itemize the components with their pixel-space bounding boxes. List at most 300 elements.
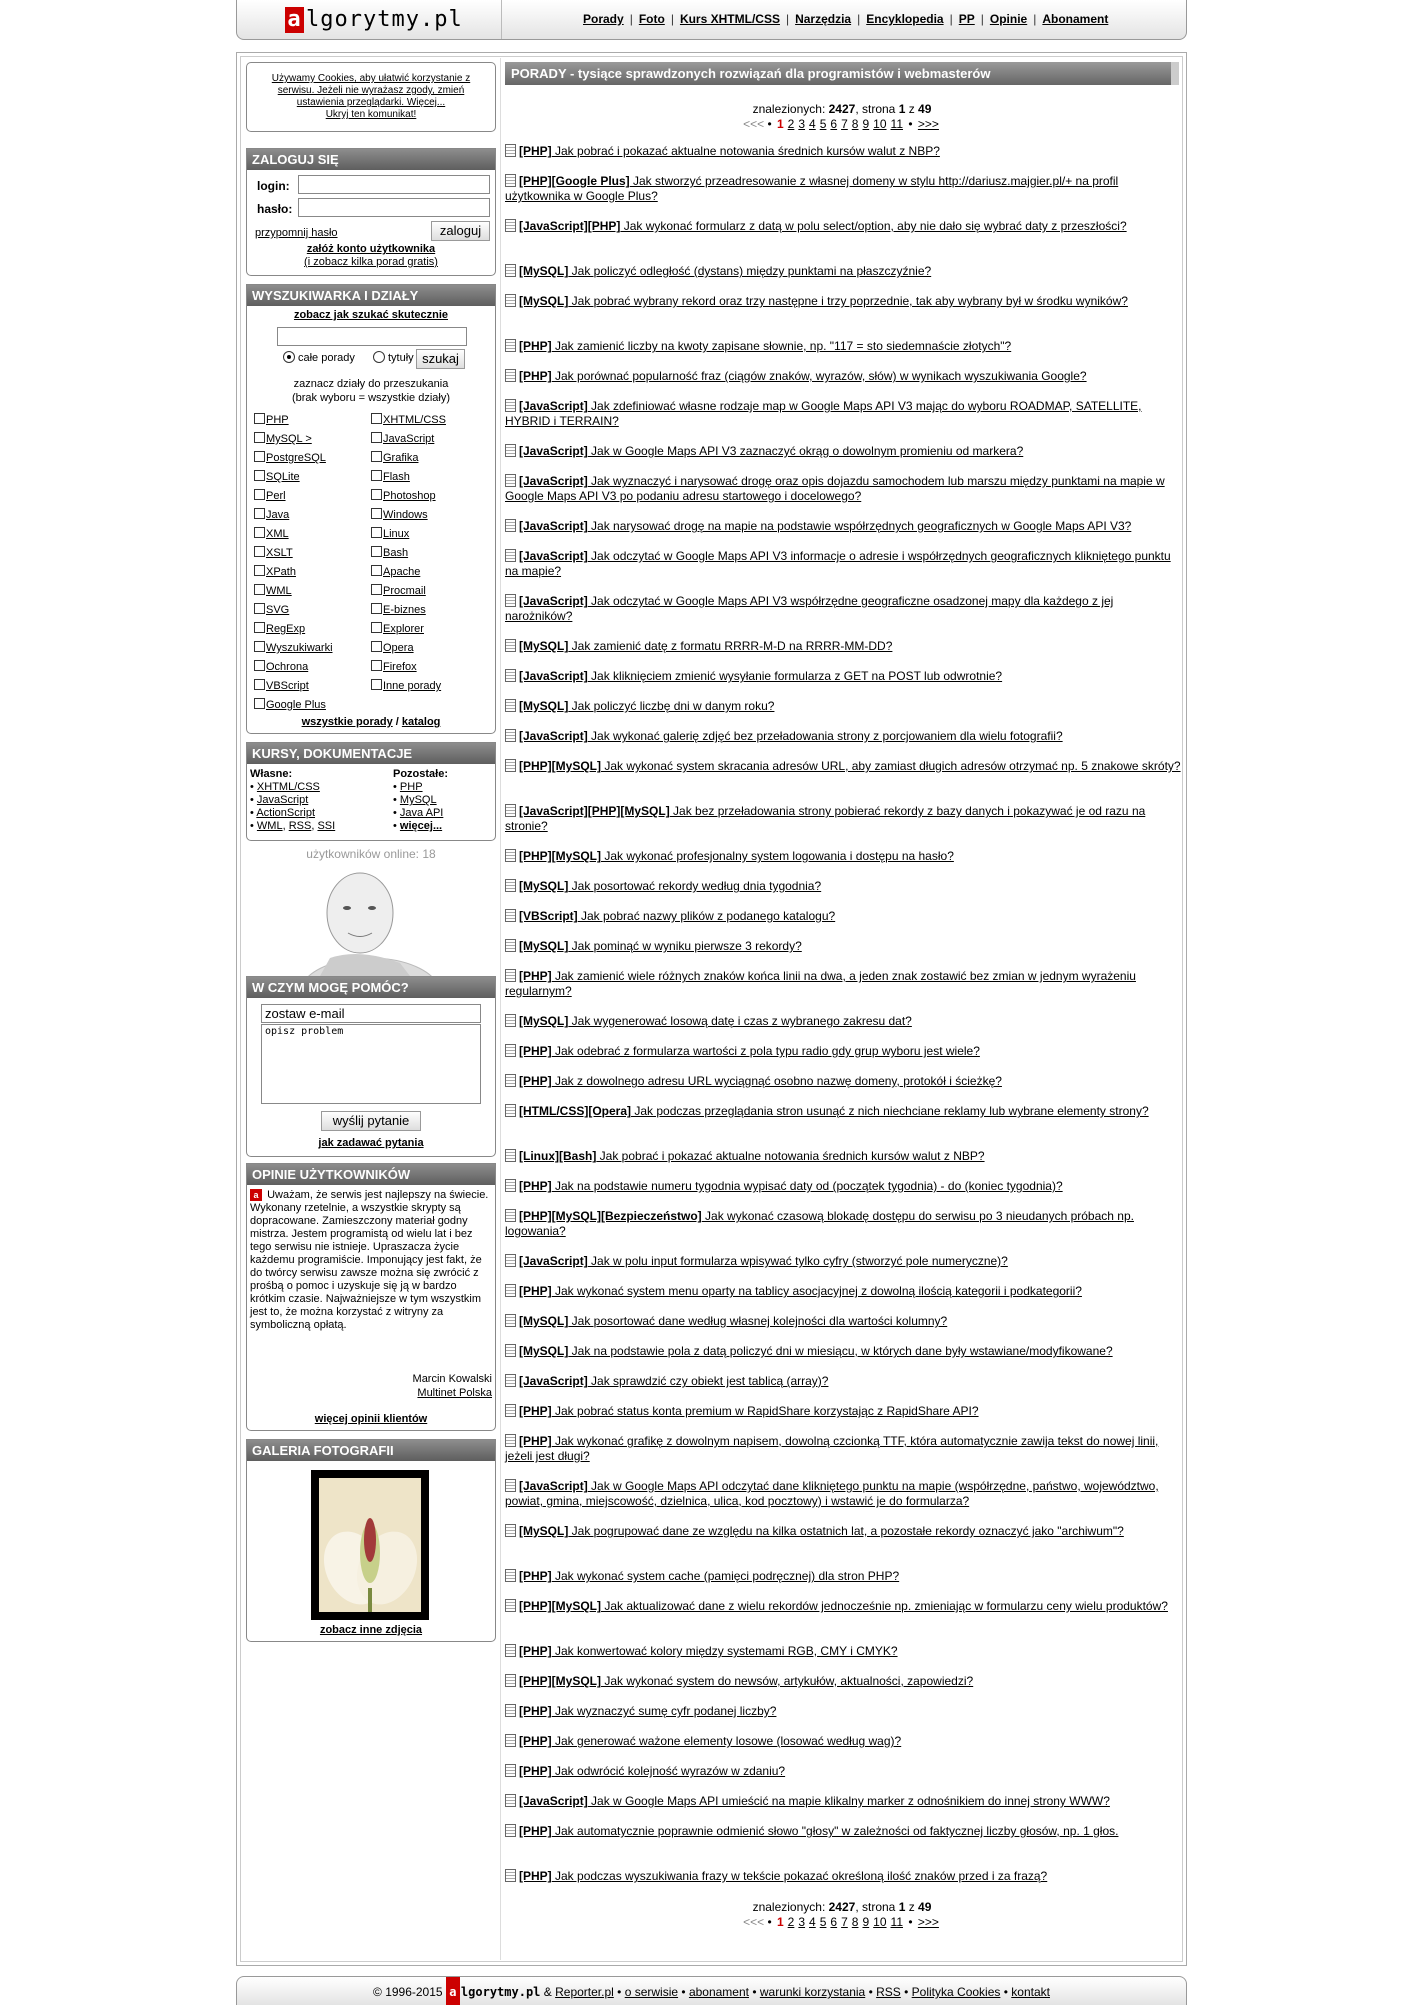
document-icon <box>505 294 516 307</box>
list-item[interactable] <box>505 1044 1181 1059</box>
list-item[interactable] <box>505 474 1181 504</box>
list-item[interactable] <box>505 1284 1181 1299</box>
footer-o-serwisie[interactable]: o serwisie <box>624 1985 679 1999</box>
list-item[interactable] <box>505 1869 1181 1884</box>
list-item[interactable] <box>505 879 1181 894</box>
category-label[interactable]: PHP <box>266 414 289 426</box>
tip-link[interactable] <box>519 1644 898 1658</box>
category-inne-porady[interactable] <box>371 679 441 698</box>
tip-link[interactable] <box>519 1314 947 1328</box>
category-windows[interactable] <box>371 508 428 527</box>
nav-abonament[interactable]: Abonament <box>1042 12 1109 26</box>
tip-title: Jak wykonać galerię zdjęć bez przeładowania strony z porcjowaniem dla wielu fotografii? <box>587 729 1063 743</box>
category-label[interactable]: XSLT <box>266 547 293 559</box>
category-checkbox[interactable] <box>254 508 265 519</box>
page-link-1[interactable]: 1 <box>776 117 784 131</box>
category-label[interactable]: WML <box>266 585 292 597</box>
category-checkbox[interactable] <box>254 432 265 443</box>
more-opinions-link[interactable]: więcej opinii klientów <box>314 1413 428 1425</box>
category-checkbox[interactable] <box>254 679 265 690</box>
tip-link[interactable] <box>505 1434 1158 1463</box>
category-label[interactable]: XPath <box>266 566 296 578</box>
category-checkbox[interactable] <box>254 413 265 424</box>
category-wml[interactable] <box>254 584 292 603</box>
tip-link[interactable] <box>505 1209 1134 1238</box>
nav-porady[interactable]: Porady <box>583 12 624 26</box>
tip-link[interactable] <box>505 549 1171 578</box>
nav-pp[interactable]: PP <box>958 12 975 26</box>
tip-link[interactable] <box>519 1344 1113 1358</box>
other-label: Pozostałe: <box>393 768 449 780</box>
course-wml[interactable]: WML <box>256 820 283 832</box>
list-item[interactable] <box>505 369 1181 384</box>
nav-encyklopedia[interactable]: Encyklopedia <box>866 12 944 26</box>
category-checkbox[interactable] <box>371 508 382 519</box>
category-php[interactable] <box>254 413 289 432</box>
cookie-notice <box>246 62 496 132</box>
tip-link[interactable] <box>519 1764 785 1778</box>
category-apache[interactable] <box>371 565 420 584</box>
page-link-5[interactable]: 5 <box>819 1915 827 1929</box>
tip-link[interactable] <box>505 594 1113 623</box>
footer-polityka-cookies[interactable]: Polityka Cookies <box>911 1985 1001 1999</box>
footer-warunki-korzystania[interactable]: warunki korzystania <box>759 1985 866 1999</box>
category-label[interactable]: Wyszukiwarki <box>266 642 333 654</box>
category-checkbox[interactable] <box>371 622 382 633</box>
list-item[interactable] <box>505 639 1181 654</box>
category-checkbox[interactable] <box>371 470 382 481</box>
course-java-api[interactable]: Java API <box>399 807 444 819</box>
page-link-1[interactable]: 1 <box>776 1915 784 1929</box>
nav-foto[interactable]: Foto <box>638 12 665 26</box>
category-xhtml-css[interactable] <box>371 413 446 432</box>
category-checkbox[interactable] <box>371 451 382 462</box>
category-label[interactable]: Inne porady <box>383 680 442 692</box>
category-checkbox[interactable] <box>371 641 382 652</box>
list-item[interactable] <box>505 1149 1181 1164</box>
list-item[interactable] <box>505 444 1181 459</box>
tip-link[interactable] <box>519 639 892 653</box>
category-javascript[interactable] <box>371 432 434 451</box>
tip-tag: [MySQL] <box>519 264 569 278</box>
tip-link[interactable] <box>519 1014 912 1028</box>
nav-kurs-xhtml-css[interactable]: Kurs XHTML/CSS <box>679 12 780 26</box>
page-link-10[interactable]: 10 <box>873 117 887 131</box>
footer-logo[interactable]: a lgorytmy.pl <box>446 1985 540 1999</box>
category-label[interactable]: Firefox <box>383 661 417 673</box>
page-link-3[interactable]: 3 <box>798 1915 806 1929</box>
category-checkbox[interactable] <box>254 470 265 481</box>
problem-textarea[interactable]: opisz problem <box>261 1024 481 1104</box>
tip-link[interactable] <box>519 264 931 278</box>
list-item[interactable] <box>505 519 1181 534</box>
tip-link[interactable] <box>505 174 1118 203</box>
email-input[interactable]: zostaw e-mail <box>261 1004 481 1023</box>
category-checkbox[interactable] <box>371 603 382 614</box>
list-item[interactable] <box>505 1014 1181 1029</box>
list-item[interactable] <box>505 174 1181 204</box>
page-link-10[interactable]: 10 <box>873 1915 887 1929</box>
tip-link[interactable] <box>519 1824 1118 1838</box>
category-checkbox[interactable] <box>254 622 265 633</box>
tip-tag: [MySQL] <box>519 1314 569 1328</box>
course-php[interactable]: PHP <box>399 781 423 793</box>
tip-link[interactable] <box>519 1674 973 1688</box>
category-bash[interactable] <box>371 546 408 565</box>
found-label: znalezionych: <box>752 1900 829 1914</box>
cookie-hide-link[interactable]: Ukryj ten komunikat! <box>325 109 417 120</box>
tip-title: Jak z dowolnego adresu URL wyciągnąć osobno nazwę domeny, protokół i ścieżkę? <box>551 1074 1002 1088</box>
tip-link[interactable] <box>519 219 1127 233</box>
tip-link[interactable] <box>519 1599 1168 1613</box>
course-xhtml-css[interactable]: XHTML/CSS <box>256 781 320 793</box>
remind-password-link[interactable]: przypomnij hasło <box>255 227 338 239</box>
list-item[interactable] <box>505 759 1181 774</box>
category-perl[interactable] <box>254 489 286 508</box>
next-page[interactable]: >>> <box>917 117 939 131</box>
category-label[interactable]: Grafika <box>383 452 419 464</box>
list-item[interactable] <box>505 219 1181 234</box>
list-item[interactable] <box>505 549 1181 579</box>
category-checkbox[interactable] <box>254 660 265 671</box>
category-opera[interactable] <box>371 641 414 660</box>
course-mysql[interactable]: MySQL <box>399 794 437 806</box>
category-flash[interactable] <box>371 470 410 489</box>
category-checkbox[interactable] <box>254 565 265 576</box>
list-item[interactable] <box>505 1209 1181 1239</box>
category-checkbox[interactable] <box>371 489 382 500</box>
category-vbscript[interactable] <box>254 679 309 698</box>
tip-link[interactable] <box>519 1404 979 1418</box>
category-grafika[interactable] <box>371 451 418 470</box>
category-checkbox[interactable] <box>254 546 265 557</box>
how-to-ask-link[interactable]: jak zadawać pytania <box>318 1137 424 1149</box>
category-checkbox[interactable] <box>254 698 265 709</box>
opinion-author: Marcin Kowalski <box>412 1373 492 1385</box>
category-label[interactable]: Google Plus <box>266 699 326 711</box>
catalog-link[interactable]: katalog <box>401 716 441 728</box>
category-label[interactable]: PostgreSQL <box>266 452 326 464</box>
category-java[interactable] <box>254 508 289 527</box>
category-label[interactable]: Photoshop <box>383 490 436 502</box>
list-item[interactable] <box>505 1104 1181 1119</box>
category-label[interactable]: Opera <box>383 642 414 654</box>
search-howto-link[interactable]: zobacz jak szukać skutecznie <box>293 309 449 321</box>
category-checkbox[interactable] <box>254 641 265 652</box>
list-item[interactable] <box>505 1644 1181 1659</box>
password-input[interactable] <box>298 198 490 217</box>
list-item[interactable] <box>505 729 1181 744</box>
page-link-2[interactable]: 2 <box>787 117 795 131</box>
page-link-7[interactable]: 7 <box>841 1915 848 1929</box>
document-icon <box>505 639 516 652</box>
category-label[interactable]: Java <box>266 509 290 521</box>
flower-image <box>319 1478 421 1612</box>
category-label[interactable]: RegExp <box>266 623 306 635</box>
category-label[interactable]: Explorer <box>383 623 424 635</box>
tip-link[interactable] <box>519 369 1087 383</box>
footer-rss[interactable]: RSS <box>876 1985 901 1999</box>
current-page: 1 <box>898 1900 906 1914</box>
tip-link[interactable] <box>519 1179 1063 1193</box>
category-label[interactable]: JavaScript <box>383 433 435 445</box>
tip-title: Jak narysować drogę na mapie na podstawie współrzędnych geograficznych w Google Maps API V3? <box>587 519 1132 533</box>
category-sqlite[interactable] <box>254 470 300 489</box>
category-checkbox[interactable] <box>254 451 265 462</box>
page-link-9[interactable]: 9 <box>862 1915 870 1929</box>
tip-link[interactable] <box>519 879 821 893</box>
list-item[interactable] <box>505 699 1181 714</box>
tip-link[interactable] <box>519 1734 901 1748</box>
tip-link[interactable] <box>505 804 1145 833</box>
tip-link[interactable] <box>519 339 1011 353</box>
tip-link[interactable] <box>519 849 954 863</box>
list-item[interactable] <box>505 1599 1181 1614</box>
category-mysql[interactable] <box>254 432 312 451</box>
page-link-11[interactable]: 11 <box>890 1915 903 1929</box>
category-label[interactable]: Procmail <box>383 585 426 597</box>
list-item[interactable] <box>505 1704 1181 1719</box>
page-link-8[interactable]: 8 <box>851 1915 859 1929</box>
search-panel <box>246 284 496 734</box>
category-firefox[interactable] <box>371 660 417 679</box>
category-checkbox[interactable] <box>371 413 382 424</box>
category-label[interactable]: SQLite <box>266 471 300 483</box>
list-item[interactable] <box>505 1404 1181 1419</box>
list-item[interactable] <box>505 1479 1181 1509</box>
category-photoshop[interactable] <box>371 489 436 508</box>
course-javascript[interactable]: JavaScript <box>256 794 309 806</box>
category-label[interactable]: E-biznes <box>383 604 426 616</box>
list-item[interactable] <box>505 294 1181 309</box>
list-item[interactable] <box>505 1374 1181 1389</box>
list-item[interactable] <box>505 804 1181 834</box>
opinion-company[interactable]: Multinet Polska <box>417 1387 492 1399</box>
category-label[interactable]: SVG <box>266 604 290 616</box>
tip-title: Jak wykonać system cache (pamięci podręcznej) dla stron PHP? <box>551 1569 900 1583</box>
nav-narz-dzia[interactable]: Narzędzia <box>795 12 852 26</box>
category-label[interactable]: Flash <box>383 471 410 483</box>
document-icon <box>505 1569 516 1582</box>
list-item[interactable] <box>505 1434 1181 1464</box>
list-item[interactable] <box>505 939 1181 954</box>
category-label[interactable]: XHTML/CSS <box>383 414 446 426</box>
tip-link[interactable] <box>519 1869 1047 1883</box>
list-item[interactable] <box>505 264 1181 279</box>
category-checkbox[interactable] <box>371 584 382 595</box>
list-item[interactable] <box>505 339 1181 354</box>
course-rss[interactable]: RSS <box>288 820 312 832</box>
list-item[interactable] <box>505 1254 1181 1269</box>
category-checkbox[interactable] <box>371 527 382 538</box>
tip-link[interactable] <box>505 399 1142 428</box>
category-checkbox[interactable] <box>371 679 382 690</box>
tip-link[interactable] <box>505 1479 1159 1508</box>
tip-link[interactable] <box>519 1254 1008 1268</box>
tip-link[interactable] <box>519 1104 1149 1118</box>
all-tips-link[interactable]: wszystkie porady <box>301 716 393 728</box>
reporter-link[interactable]: Reporter.pl <box>555 1985 614 1999</box>
tip-tag: [PHP] <box>519 144 552 158</box>
tip-link[interactable] <box>519 1569 899 1583</box>
send-question-button[interactable]: wyślij pytanie <box>321 1111 421 1131</box>
category-label[interactable]: Windows <box>383 509 428 521</box>
tip-tag: [JavaScript] <box>519 594 588 608</box>
search-input[interactable] <box>277 327 467 346</box>
more-photos-link[interactable]: zobacz inne zdjęcia <box>319 1624 423 1636</box>
footer-abonament[interactable]: abonament <box>688 1985 749 1999</box>
tip-link[interactable] <box>519 1149 985 1163</box>
page-link-8[interactable]: 8 <box>851 117 859 131</box>
category-checkbox[interactable] <box>254 584 265 595</box>
page-link-9[interactable]: 9 <box>862 117 870 131</box>
next-page[interactable]: >>> <box>917 1915 939 1929</box>
document-icon <box>505 264 516 277</box>
tip-tag: [JavaScript] <box>519 519 588 533</box>
tip-link[interactable] <box>505 969 1136 998</box>
page-link-2[interactable]: 2 <box>787 1915 795 1929</box>
category-linux[interactable] <box>371 527 409 546</box>
tip-link[interactable] <box>519 1074 1002 1088</box>
category-label[interactable]: MySQL > <box>266 433 312 445</box>
list-item[interactable] <box>505 1794 1181 1809</box>
tip-link[interactable] <box>519 444 1023 458</box>
page-link-5[interactable]: 5 <box>819 117 827 131</box>
tip-link[interactable] <box>519 294 1128 308</box>
tip-link[interactable] <box>519 699 774 713</box>
tip-link[interactable] <box>519 1284 1082 1298</box>
tip-tag: [MySQL] <box>519 1524 569 1538</box>
radio-titles-label: tytuły <box>388 352 414 364</box>
list-item[interactable] <box>505 969 1181 999</box>
page-link-4[interactable]: 4 <box>809 117 816 131</box>
list-item[interactable] <box>505 1179 1181 1194</box>
tip-link[interactable] <box>519 939 802 953</box>
category-google-plus[interactable] <box>254 698 326 717</box>
category-regexp[interactable] <box>254 622 305 641</box>
tip-title: Jak wykonać czasową blokadę dostępu do serwisu po 3 nieudanych próbach np. logowania? <box>505 1209 1134 1238</box>
category-explorer[interactable] <box>371 622 424 641</box>
course-actionscript[interactable]: ActionScript <box>256 807 316 819</box>
category-label[interactable]: VBScript <box>266 680 309 692</box>
category-wyszukiwarki[interactable] <box>254 641 333 660</box>
tip-tag: [PHP][MySQL][Bezpieczeństwo] <box>519 1209 702 1223</box>
list-item[interactable] <box>505 1569 1181 1584</box>
category-label[interactable]: Apache <box>383 566 421 578</box>
category-checkbox[interactable] <box>371 432 382 443</box>
gallery-photo[interactable] <box>311 1470 429 1620</box>
tip-link[interactable] <box>519 1704 776 1718</box>
category-label[interactable]: Perl <box>266 490 286 502</box>
radio-all[interactable] <box>283 351 295 363</box>
category-xml[interactable] <box>254 527 289 546</box>
create-account-link[interactable]: załóż konto użytkownika <box>306 243 436 255</box>
category-ochrona[interactable] <box>254 660 308 679</box>
footer-kontakt[interactable]: kontakt <box>1011 1985 1050 1999</box>
tip-link[interactable] <box>519 1524 1124 1538</box>
list-item[interactable] <box>505 909 1181 924</box>
tip-link[interactable] <box>519 669 1002 683</box>
category-postgresql[interactable] <box>254 451 326 470</box>
tip-link[interactable] <box>519 144 940 158</box>
course-ssi[interactable]: SSI <box>317 820 336 832</box>
document-icon <box>505 1284 516 1297</box>
category-xslt[interactable] <box>254 546 293 565</box>
category-checkbox[interactable] <box>371 565 382 576</box>
list-item[interactable] <box>505 399 1181 429</box>
category-e-biznes[interactable] <box>371 603 426 622</box>
category-checkbox[interactable] <box>371 546 382 557</box>
tip-link[interactable] <box>519 1794 1110 1808</box>
page-link-6[interactable]: 6 <box>830 1915 838 1929</box>
category-xpath[interactable] <box>254 565 296 584</box>
category-label[interactable]: XML <box>266 528 289 540</box>
panel-title: OPINIE UŻYTKOWNIKÓW <box>247 1164 495 1185</box>
list-item[interactable] <box>505 1824 1181 1839</box>
page-link-4[interactable]: 4 <box>809 1915 816 1929</box>
tip-link[interactable] <box>505 474 1165 503</box>
page-link-11[interactable]: 11 <box>890 117 903 131</box>
cookie-info-link[interactable]: Używamy Cookies, aby ułatwić korzystanie z serwisu. Jeżeli nie wyrażasz zgody, zmień ustawienia przeglądarki. Więcej... <box>271 73 471 108</box>
category-svg[interactable] <box>254 603 289 622</box>
tip-tag: [MySQL] <box>519 699 569 713</box>
page-link-6[interactable]: 6 <box>830 117 838 131</box>
category-label[interactable]: Linux <box>383 528 410 540</box>
page-label: , strona <box>855 1900 899 1914</box>
category-label[interactable]: Ochrona <box>266 661 309 673</box>
nav-opinie[interactable]: Opinie <box>989 12 1028 26</box>
list-item[interactable] <box>505 1764 1181 1779</box>
tip-link[interactable] <box>519 729 1063 743</box>
list-item[interactable] <box>505 1074 1181 1089</box>
list-item[interactable] <box>505 1524 1181 1539</box>
list-item[interactable] <box>505 144 1181 159</box>
site-logo[interactable]: a lgorytmy.pl <box>285 7 463 33</box>
tip-link[interactable] <box>519 909 835 923</box>
category-checkbox[interactable] <box>371 660 382 671</box>
login-input[interactable] <box>298 175 490 194</box>
list-item[interactable] <box>505 1674 1181 1689</box>
course-wi-cej[interactable]: więcej... <box>399 820 443 832</box>
page-link-3[interactable]: 3 <box>798 117 806 131</box>
tip-link[interactable] <box>519 1044 980 1058</box>
document-icon <box>505 1704 516 1717</box>
category-checkbox[interactable] <box>254 603 265 614</box>
list-item[interactable] <box>505 1734 1181 1749</box>
tip-link[interactable] <box>519 519 1131 533</box>
tip-link[interactable] <box>519 1374 828 1388</box>
category-procmail[interactable] <box>371 584 426 603</box>
create-account-note[interactable]: (i zobacz kilka porad gratis) <box>304 256 438 268</box>
tip-tag: [PHP] <box>519 1764 552 1778</box>
category-label[interactable]: Bash <box>383 547 409 559</box>
tip-tag: [PHP] <box>519 1569 552 1583</box>
document-icon <box>505 594 516 607</box>
list-item[interactable] <box>505 1344 1181 1359</box>
list-item[interactable] <box>505 1314 1181 1329</box>
page-link-7[interactable]: 7 <box>841 117 848 131</box>
login-button[interactable]: zaloguj <box>431 221 490 241</box>
category-checkbox[interactable] <box>254 527 265 538</box>
category-checkbox[interactable] <box>254 489 265 500</box>
tip-link[interactable] <box>519 759 1181 773</box>
list-item[interactable] <box>505 669 1181 684</box>
search-button[interactable]: szukaj <box>416 349 465 369</box>
tip-title: Jak pobrać status konta premium w RapidShare korzystając z RapidShare API? <box>551 1404 979 1418</box>
radio-titles[interactable] <box>373 351 385 363</box>
list-item[interactable] <box>505 594 1181 624</box>
list-item[interactable] <box>505 849 1181 864</box>
